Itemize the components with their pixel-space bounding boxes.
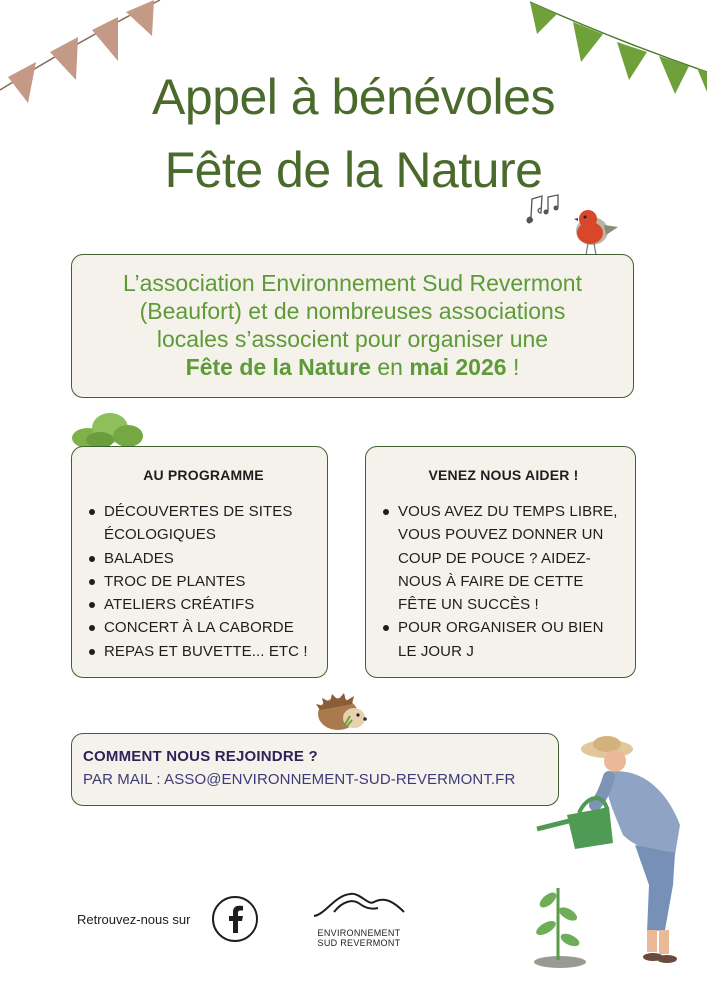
facebook-f-glyph xyxy=(225,905,245,933)
intro-ending: ! xyxy=(512,354,520,380)
join-heading: COMMENT NOUS REJOINDRE ? xyxy=(83,748,318,765)
facebook-icon[interactable] xyxy=(212,896,258,942)
intro-line-2: (Beaufort) et de nombreuses associations xyxy=(139,298,566,324)
intro-line-4 xyxy=(72,353,633,381)
intro-box xyxy=(71,254,634,398)
list-item: CONCERT À LA CABORDE xyxy=(88,616,319,639)
join-box xyxy=(71,733,559,806)
list-item: BALADES xyxy=(88,547,319,570)
organization-name xyxy=(300,928,418,948)
help-list xyxy=(382,500,625,663)
help-card xyxy=(365,446,636,678)
org-line-1: ENVIRONNEMENT xyxy=(317,928,401,938)
seedling-icon xyxy=(530,878,592,970)
robin-bird-icon xyxy=(570,205,620,257)
list-item: POUR ORGANISER OU BIEN LE JOUR J xyxy=(382,616,625,663)
intro-line-3: locales s’associent pour organiser une xyxy=(156,326,549,352)
join-mail-link[interactable]: PAR MAIL : ASSO@ENVIRONNEMENT-SUD-REVERMONT.FR xyxy=(83,771,516,788)
list-item: ATELIERS CRÉATIFS xyxy=(88,593,319,616)
bush-icon xyxy=(70,410,145,448)
title-line-1: Appel à bénévoles xyxy=(152,69,555,125)
list-item: VOUS AVEZ DU TEMPS LIBRE, VOUS POUVEZ DONNER UN COUP DE POUCE ? AIDEZ-NOUS À FAIRE DE CETTE FÊTE UN SUCCÈS ! xyxy=(382,500,625,616)
programme-heading: AU PROGRAMME xyxy=(143,467,264,483)
list-item: TROC DE PLANTES xyxy=(88,570,319,593)
event-date: mai 2026 xyxy=(409,354,507,380)
organization-logo-mountains xyxy=(312,890,408,926)
intro-connector: en xyxy=(377,354,403,380)
event-name: Fête de la Nature xyxy=(185,354,371,380)
title-line-2: Fête de la Nature xyxy=(164,142,543,198)
help-heading: VENEZ NOUS AIDER ! xyxy=(428,467,579,483)
music-notes-icon xyxy=(522,193,564,229)
org-line-2: SUD REVERMONT xyxy=(317,938,401,948)
programme-card xyxy=(71,446,328,678)
intro-line-1: L’association Environnement Sud Revermont xyxy=(123,270,582,296)
list-item: REPAS ET BUVETTE... ETC ! xyxy=(88,640,319,663)
list-item: DÉCOUVERTES DE SITES ÉCOLOGIQUES xyxy=(88,500,319,547)
social-text: Retrouvez-nous sur xyxy=(77,912,191,927)
programme-list xyxy=(88,500,319,663)
hedgehog-icon xyxy=(314,690,368,734)
